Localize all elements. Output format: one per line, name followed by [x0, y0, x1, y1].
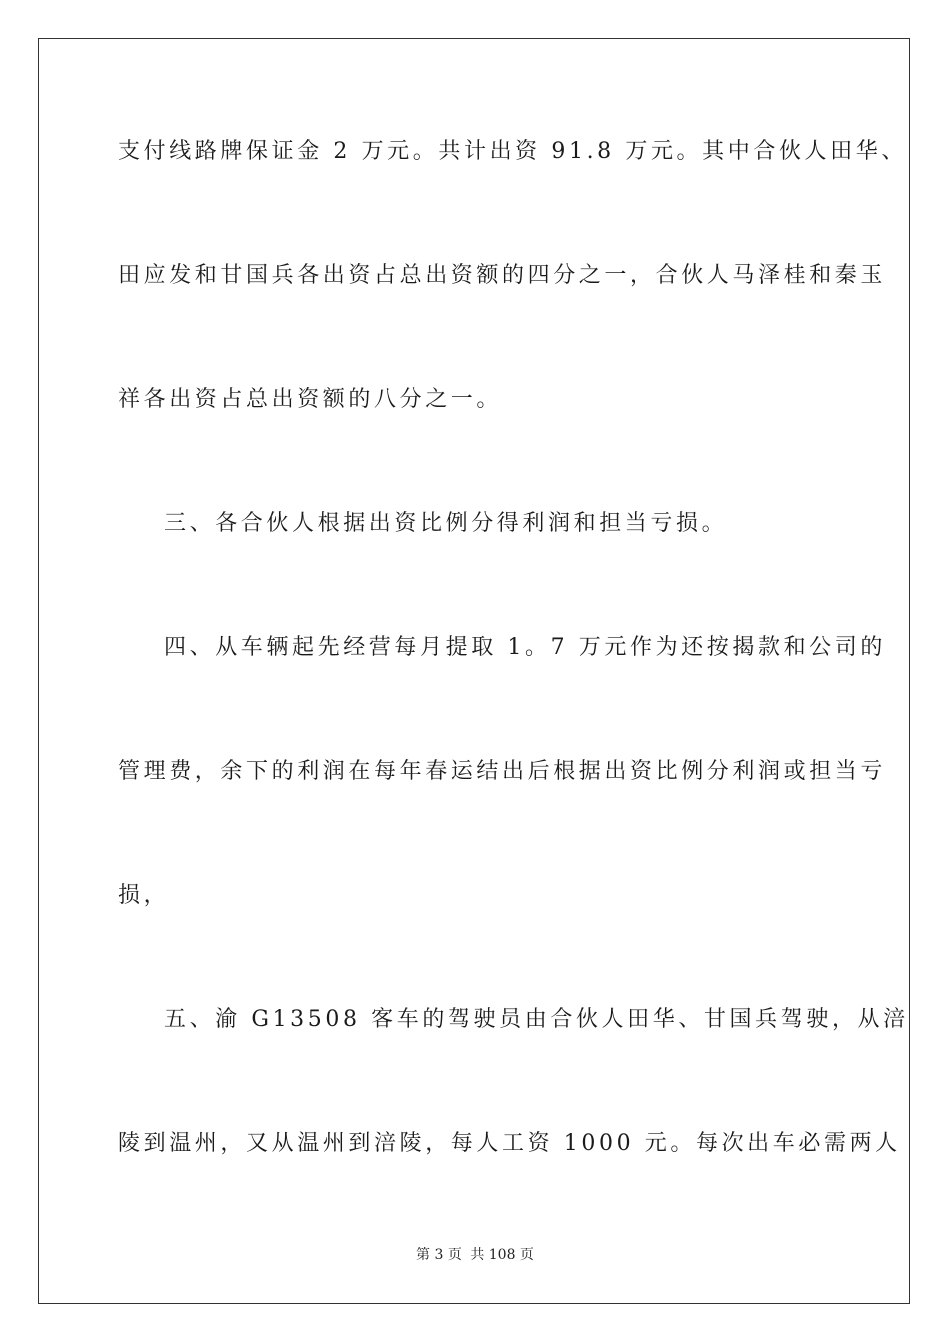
- text-line-5: 四、从车辆起先经营每月提取 1。7 万元作为还按揭款和公司的: [164, 635, 886, 660]
- text-line-3: 祥各出资占总出资额的八分之一。: [118, 387, 503, 412]
- page-border: [38, 38, 910, 1304]
- text-line-7: 损，: [118, 883, 170, 908]
- text-line-6: 管理费，余下的利润在每年春运结出后根据出资比例分利润或担当亏: [118, 759, 887, 784]
- page-footer: [0, 1246, 950, 1264]
- text-line-2: 田应发和甘国兵各出资占总出资额的四分之一，合伙人马泽桂和秦玉: [118, 263, 887, 288]
- text-line-9: 陵到温州，又从温州到涪陵，每人工资 1000 元。每次出车必需两人: [118, 1131, 901, 1156]
- total-pages-label: 共 108 页: [470, 1247, 534, 1263]
- text-line-1: 支付线路牌保证金 2 万元。共计出资 91.8 万元。其中合伙人田华、: [118, 139, 907, 164]
- text-line-8: 五、渝 G13508 客车的驾驶员由合伙人田华、甘国兵驾驶，从涪: [164, 1007, 909, 1032]
- current-page-label: 第 3 页: [416, 1247, 462, 1263]
- text-line-4: 三、各合伙人根据出资比例分得利润和担当亏损。: [164, 511, 728, 536]
